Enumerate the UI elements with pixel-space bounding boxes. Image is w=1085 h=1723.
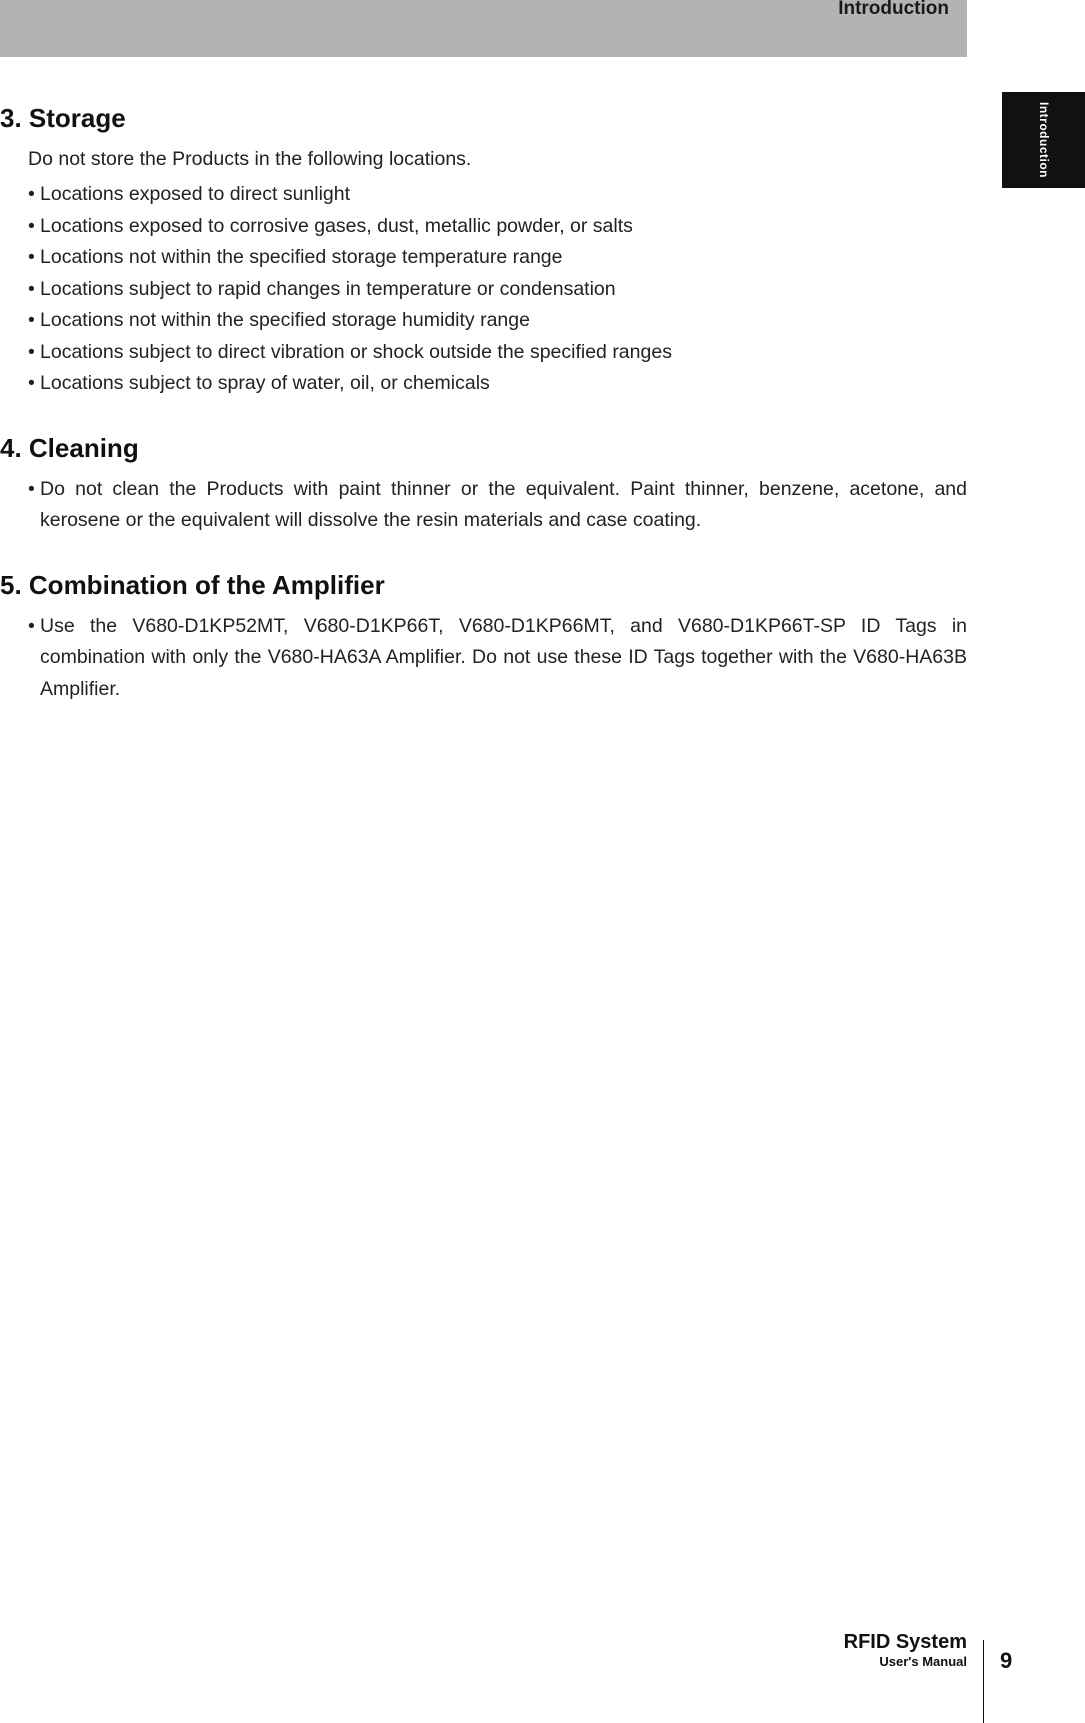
footer-divider [983, 1640, 984, 1723]
page-content [0, 100, 967, 735]
section-amplifier [0, 567, 967, 706]
page-number: 9 [1000, 1648, 1013, 1673]
list-item: • Locations exposed to corrosive gases, dust, metallic powder, or salts [0, 211, 967, 243]
footer-title [844, 1630, 967, 1670]
side-tab-label: Introduction [1036, 102, 1051, 178]
list-item: • Locations subject to spray of water, oil, or chemicals [0, 368, 967, 400]
bullet-icon: • [28, 246, 35, 268]
bullet-icon: • [28, 183, 35, 205]
bullet-icon: • [28, 477, 35, 500]
list-item: • Locations exposed to direct sunlight [0, 179, 967, 211]
bullet-icon: • [28, 372, 35, 394]
header-title: Introduction [838, 0, 949, 19]
list-item: • Locations not within the specified storage humidity range [0, 305, 967, 337]
side-tab[interactable] [1002, 92, 1085, 188]
header-bar [0, 0, 967, 57]
bullet-list [0, 611, 967, 706]
bullet-icon: • [28, 614, 35, 637]
section-heading: 3. Storage [0, 103, 126, 133]
footer-manual: User's Manual [879, 1654, 967, 1669]
list-item: • Use the V680-D1KP52MT, V680-D1KP66T, V680-D1KP66MT, and V680-D1KP66T-SP ID Tags in combination with only the V680-HA63A Amplifier. Do not use these ID Tags together with the V680-HA63B Amplifier. [0, 611, 967, 706]
list-item: • Locations subject to direct vibration or shock outside the specified ranges [0, 337, 967, 369]
bullet-list [0, 179, 967, 400]
bullet-icon: • [28, 340, 35, 363]
bullet-icon: • [28, 309, 35, 331]
section-cleaning [0, 430, 967, 537]
section-heading: 5. Combination of the Amplifier [0, 569, 385, 600]
bullet-icon: • [28, 214, 35, 237]
list-item: • Locations subject to rapid changes in temperature or condensation [0, 274, 967, 306]
section-intro: Do not store the Products in the following locations. [28, 148, 472, 170]
list-item: • Locations not within the specified storage temperature range [0, 242, 967, 274]
bullet-icon: • [28, 277, 35, 300]
bullet-list [0, 474, 967, 537]
section-heading: 4. Cleaning [0, 432, 139, 463]
footer-product: RFID System [843, 1631, 967, 1653]
list-item: • Do not clean the Products with paint thinner or the equivalent. Paint thinner, benzene, acetone, and kerosene or the equivalent will dissolve the resin materials and case coating. [0, 474, 967, 537]
section-storage [0, 100, 967, 400]
